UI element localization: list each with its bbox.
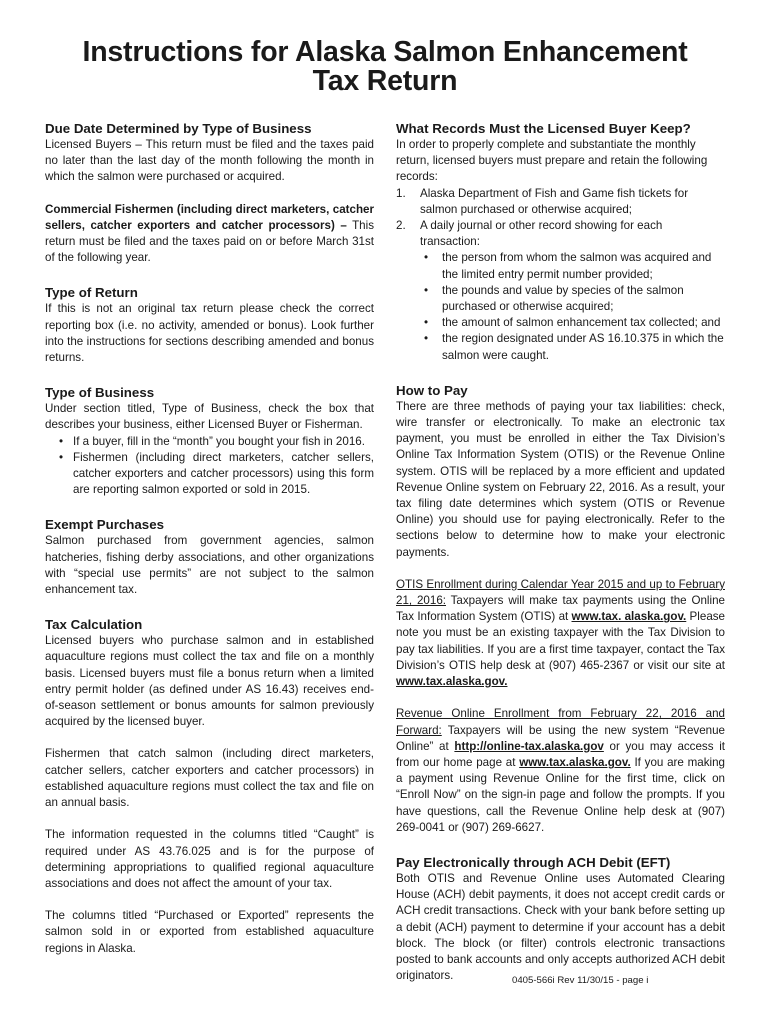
tax-calculation-text-1: Licensed buyers who purchase salmon and in established aquaculture regions must collect the tax and file on a monthly basis. Licensed buyers must file a bonus return when a limited entry permit holder (as defined under AS 16.43) receives end-of-season settlement or bonus amounts for salmon previously acquired by the licensed buyer. [45, 634, 374, 729]
type-of-business-text: Under section titled, Type of Business, check the box that describes your business, either Licensed Buyer or Fisherman. [45, 402, 374, 432]
exempt-purchases-text: Salmon purchased from government agencies, salmon hatcheries, fishing derby associations, and other organizations with “special use permits” are not subject to the salmon enhancement tax. [45, 534, 374, 597]
list-item: • Fishermen (including direct marketers, catcher sellers, catcher exporters and catcher processors) using this form are reporting salmon exported or sold in 2015. [59, 450, 374, 497]
list-item: 2. A daily journal or other record showing for each transaction: [396, 219, 663, 249]
page-title [0, 38, 770, 96]
bullet-icon: • [424, 332, 429, 346]
list-item: • the region designated under AS 16.10.375 in which the salmon were caught. [424, 332, 724, 362]
list-item: • the person from whom the salmon was acquired and the limited entry permit number provided; [424, 251, 712, 281]
eft-text: Both OTIS and Revenue Online uses Automated Clearing House (ACH) debit payments, it does not accept credit cards or ACH credit transactions. Check with your bank before setting up a debit (ACH) payment to determine if your account has a debit block. The block (or filter) controls electronic transactions posted to bank accounts and only accepts authorized ACH debit originators. [396, 871, 725, 983]
list-item: • the pounds and value by species of the salmon purchased or otherwise acquired; [424, 283, 684, 314]
otis-enrollment-text: OTIS Enrollment during Calendar Year 2015 and up to February 21, 2016: Taxpayers will make tax payments using the Online Tax Information System (OTIS) at www.tax. alaska.gov. Please note you must be an existing taxpayer with the Tax Division to pay tax liabilities. If you are a first time taxpayer, contact the Tax Division’s OTIS help desk at (907) 465-2367 or visit our site at www.tax.alaska.gov. [396, 577, 726, 689]
type-of-business-heading: Type of Business [45, 385, 155, 401]
eft-heading: Pay Electronically through ACH Debit (EFT) [396, 854, 671, 870]
due-date-buyers-text: Licensed Buyers – This return must be filed and the taxes paid no later than the last day of the month following the month in which the salmon were purchased or acquired. [45, 138, 374, 184]
tax-calculation-text-4: The columns titled “Purchased or Exported” represents the salmon sold in or exported from established aquaculture regions in Alaska. [45, 909, 374, 955]
revenue-online-text: Revenue Online Enrollment from February 22, 2016 and Forward: Taxpayers will be using the new system “Revenue Online” at http://online-tax.alaska.gov or you may access it from our home page at www.tax.alaska.gov. If you are making a payment using Revenue Online for the first time, click on “Enroll Now” on the sign-in page and follow the prompts. If you have questions, call the Revenue Online help desk at (907) 269-0041 or (907) 269-6627. [396, 707, 725, 834]
tax-site-link[interactable]: www.tax. alaska.gov. [571, 610, 687, 624]
tax-calculation-heading: Tax Calculation [45, 617, 143, 633]
how-to-pay-text: There are three methods of paying your tax liabilities: check, wire transfer or electronically. To make an electronic tax payment, you must be enrolled in either the Tax Division’s Online Tax Information System (OTIS) or the Revenue Online system. OTIS will be replaced by a more efficient and updated Revenue Online system on February 22, 2016. As a result, your tax filing date determines which system (OTIS or Revenue Online) you should use for paying electronically. Refer to the sections below to determine how to make your electronic payments. [396, 399, 725, 559]
title-line-1: Instructions for Alaska Salmon Enhancement [82, 36, 688, 68]
fishermen-rest: This return must be filed and the taxes paid on or before March 31st of the following year. [45, 218, 374, 265]
bullet-icon: • [424, 316, 429, 330]
list-item: • If a buyer, fill in the “month” you bought your fish in 2016. [45, 434, 374, 450]
list-item: • the amount of salmon enhancement tax collected; and [396, 315, 725, 331]
otis-enrollment-label: OTIS Enrollment during Calendar Year 2015 and up to February 21, 2016: [396, 577, 725, 608]
how-to-pay-heading: How to Pay [396, 382, 468, 398]
exempt-purchases-heading: Exempt Purchases [45, 517, 164, 533]
list-item: 1. Alaska Department of Fish and Game fish tickets for salmon purchased or otherwise acquired; [396, 186, 689, 216]
bullet-icon: • [424, 283, 429, 297]
bullet-icon: • [59, 434, 64, 448]
page-footer: 0405-566i Rev 11/30/15 - page i [512, 975, 649, 986]
tax-site-link[interactable]: www.tax.alaska.gov. [519, 755, 631, 769]
right-column [396, 121, 725, 984]
records-intro: In order to properly complete and substantiate the monthly return, licensed buyers must prepare and retain the following records: [396, 138, 708, 184]
tax-calculation-text-3: The information requested in the columns titled “Caught” is required under AS 43.76.025 and is for the purpose of determining appropriations to qualified regional aquaculture associations and does not affect the amount of your tax. [45, 828, 374, 890]
fishermen-label: Commercial Fishermen (including direct marketers, catcher sellers, catcher exporters and catcher processors) – [45, 202, 374, 232]
revenue-online-link[interactable]: http://online-tax.alaska.gov [454, 739, 604, 753]
tax-calculation-text-2: Fishermen that catch salmon (including direct marketers, catcher sellers, catcher exporters and catcher processors) in established aquaculture regions must collect the tax and file on an annual basis. [45, 747, 374, 810]
records-heading: What Records Must the Licensed Buyer Keep? [396, 121, 691, 136]
tax-site-link[interactable]: www.tax.alaska.gov. [396, 675, 508, 689]
title-line-2: Tax Return [312, 65, 458, 97]
due-date-fishermen-text [45, 202, 374, 267]
bullet-icon: • [59, 450, 64, 464]
type-of-return-heading: Type of Return [45, 285, 138, 301]
type-of-return-text: If this is not an original tax return please check the correct reporting box (i.e. no activity, amended or bonus). Look further into the instructions for sections describing amended and bonus returns. [45, 302, 374, 365]
bullet-icon: • [424, 251, 429, 265]
left-column [45, 121, 374, 957]
revenue-online-label: Revenue Online Enrollment from February 22, 2016 and Forward: [396, 707, 725, 737]
due-date-heading: Due Date Determined by Type of Business [45, 121, 312, 136]
